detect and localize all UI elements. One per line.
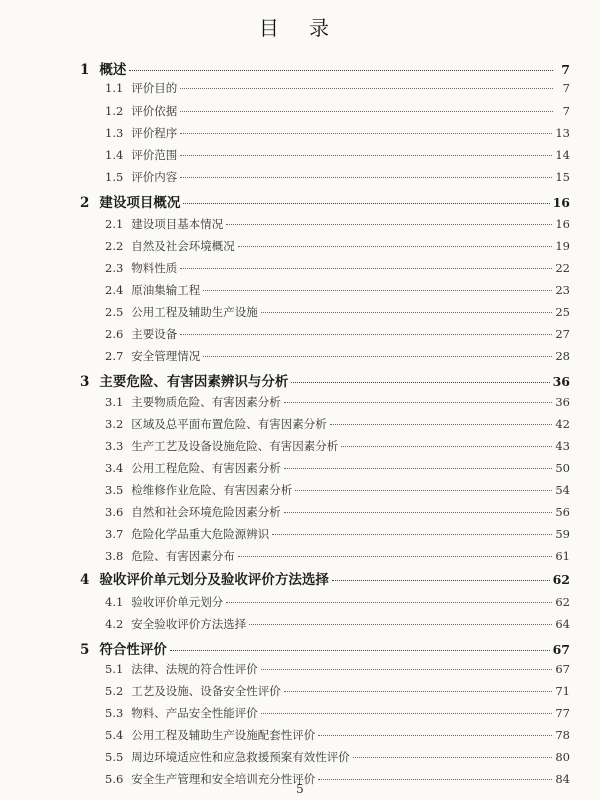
toc-entry-number: 1.4 [105,148,124,162]
toc-section-entry[interactable] [105,326,570,342]
toc-entry-label: 区域及总平面布置危险、有害因素分析 [131,417,327,431]
toc-section-entry[interactable] [105,683,570,699]
toc-entry-label: 物料、产品安全性能评价 [131,706,258,720]
toc-section-entry[interactable] [105,749,570,765]
toc-entry-number: 3.5 [105,483,124,497]
toc-entry-label: 建设项目概况 [99,195,181,211]
toc-section-entry[interactable] [105,348,570,364]
toc-entry-number: 5 [80,642,90,658]
dot-leader [180,177,552,178]
toc-section-entry[interactable] [105,238,570,254]
toc-entry-label: 检维修作业危险、有害因素分析 [131,483,293,497]
toc-entry-number: 1.2 [105,104,124,118]
toc-entry-label: 主要物质危险、有害因素分析 [131,395,281,409]
toc-entry-number: 3.4 [105,461,124,475]
dot-leader [180,88,553,89]
toc-entry-page: 22 [555,261,570,275]
toc-entry-page: 67 [555,662,570,676]
toc-entry-page: 25 [555,305,570,319]
toc-entry-number: 4.1 [105,595,124,609]
dot-leader [318,735,552,736]
toc-entry-number: 2.6 [105,327,124,341]
toc-entry-label: 工艺及设施、设备安全性评价 [131,684,281,698]
toc-entry-label: 安全生产管理和安全培训充分性评价 [131,772,316,786]
toc-entry-label: 周边环境适应性和应急救援预案有效性评价 [131,750,350,764]
dot-leader [284,512,553,513]
toc-entry-label: 主要设备 [131,327,178,341]
toc-entry-page: 59 [555,527,570,541]
toc-entry-page: 7 [561,62,570,77]
toc-entry-page: 71 [555,684,570,698]
dot-leader [249,624,552,625]
dot-leader [261,669,553,670]
toc-entry-page: 78 [555,728,570,742]
toc-entry-number: 5.6 [105,772,124,786]
toc-entry-label: 危险化学品重大危险源辨识 [131,527,270,541]
dot-leader [203,356,552,357]
toc-entry-page: 84 [555,772,570,786]
toc-section-entry[interactable] [105,103,570,119]
toc-entry-label: 公用工程及辅助生产设施 [131,305,258,319]
dot-leader [295,490,552,491]
dot-leader [330,424,553,425]
toc-entry-page: 16 [555,217,570,231]
dot-leader [291,382,549,383]
dot-leader [261,312,553,313]
toc-entry-label: 自然和社会环境危险因素分析 [131,505,281,519]
toc-entry-number: 3.3 [105,439,124,453]
toc-entry-number: 4.2 [105,617,124,631]
toc-section-entry[interactable] [105,80,570,96]
toc-section-entry[interactable] [105,394,570,410]
toc-entry-number: 3.7 [105,527,124,541]
toc-chapter-entry[interactable] [80,191,570,211]
dot-leader [226,224,552,225]
toc-entry-page: 54 [555,483,570,497]
dot-leader [318,779,552,780]
toc-entry-number: 2.3 [105,261,124,275]
toc-entry-label: 验收评价单元划分及验收评价方法选择 [99,572,329,588]
toc-entry-page: 16 [552,195,570,210]
toc-entry-page: 50 [555,461,570,475]
toc-entry-number: 1.3 [105,126,124,140]
toc-entry-label: 评价目的 [131,81,178,95]
toc-entry-label: 安全验收评价方法选择 [131,617,247,631]
toc-entry-page: 42 [555,417,570,431]
toc-entry-label: 评价程序 [131,126,178,140]
toc-section-entry[interactable] [105,147,570,163]
toc-entry-label: 安全管理情况 [131,349,201,363]
toc-title: 目 录 [258,16,342,40]
toc-section-entry[interactable] [105,504,570,520]
dot-leader [272,534,552,535]
toc-entry-label: 验收评价单元划分 [131,595,224,609]
toc-entry-label: 评价内容 [131,170,178,184]
dot-leader [180,334,552,335]
toc-section-entry[interactable] [105,125,570,141]
toc-chapter-entry[interactable] [80,568,570,588]
toc-entry-number: 2.4 [105,283,124,297]
dot-leader [170,650,550,651]
dot-leader [238,556,553,557]
toc-entry-label: 危险、有害因素分布 [131,549,235,563]
toc-entry-page: 43 [555,439,570,453]
dot-leader [353,757,553,758]
toc-section-entry[interactable] [105,216,570,232]
toc-entry-page: 56 [555,505,570,519]
toc-entry-number: 3 [80,374,90,390]
toc-entry-page: 15 [555,170,570,184]
toc-entry-label: 法律、法规的符合性评价 [131,662,258,676]
toc-entry-label: 生产工艺及设备设施危险、有害因素分析 [131,439,339,453]
toc-entry-number: 1.1 [105,81,124,95]
toc-entry-page: 62 [552,572,570,587]
toc-section-entry[interactable] [105,594,570,610]
toc-entry-page: 27 [555,327,570,341]
toc-entry-number: 3.1 [105,395,124,409]
toc-entry-number: 2.7 [105,349,124,363]
dot-leader [180,155,552,156]
dot-leader [180,268,552,269]
toc-entry-label: 自然及社会环境概况 [131,239,235,253]
toc-entry-page: 23 [555,283,570,297]
toc-entry-number: 3.2 [105,417,124,431]
toc-section-entry[interactable] [105,661,570,677]
dot-leader [180,133,552,134]
toc-entry-label: 原油集输工程 [131,283,201,297]
page-number: 5 [296,782,304,796]
toc-entry-page: 19 [555,239,570,253]
toc-section-entry[interactable] [105,482,570,498]
dot-leader [332,580,550,581]
toc-entry-label: 主要危险、有害因素辨识与分析 [99,374,289,390]
toc-section-entry[interactable] [105,304,570,320]
toc-section-entry[interactable] [105,416,570,432]
toc-section-entry[interactable] [105,705,570,721]
dot-leader [284,468,553,469]
toc-section-entry[interactable] [105,460,570,476]
toc-entry-number: 5.3 [105,706,124,720]
toc-entry-label: 物料性质 [131,261,178,275]
toc-entry-page: 36 [552,374,570,389]
toc-entry-page: 36 [555,395,570,409]
dot-leader [183,203,549,204]
dot-leader [238,246,553,247]
toc-entry-page: 7 [562,81,570,95]
toc-entry-number: 5.2 [105,684,124,698]
dot-leader [203,290,552,291]
toc-entry-label: 概述 [99,62,127,78]
toc-entry-page: 7 [562,104,570,118]
toc-entry-number: 2 [80,195,90,211]
dot-leader [284,691,553,692]
toc-entry-label: 评价依据 [131,104,178,118]
toc-entry-page: 61 [555,549,570,563]
toc-chapter-entry[interactable] [80,58,570,78]
toc-entry-page: 62 [555,595,570,609]
toc-section-entry[interactable] [105,169,570,185]
dot-leader [261,713,553,714]
toc-entry-number: 2.5 [105,305,124,319]
toc-entry-page: 77 [555,706,570,720]
toc-entry-page: 13 [555,126,570,140]
toc-entry-number: 3.8 [105,549,124,563]
dot-leader [341,446,552,447]
toc-entry-page: 64 [555,617,570,631]
toc-entry-page: 67 [552,642,570,657]
toc-entry-number: 1 [80,62,90,78]
toc-chapter-entry[interactable] [80,370,570,390]
dot-leader [129,70,553,71]
toc-chapter-entry[interactable] [80,638,570,658]
toc-section-entry[interactable] [105,526,570,542]
toc-section-entry[interactable] [105,616,570,632]
toc-entry-label: 建设项目基本情况 [131,217,224,231]
toc-entry-number: 3.6 [105,505,124,519]
toc-entry-number: 2.2 [105,239,124,253]
toc-entry-number: 5.4 [105,728,124,742]
toc-section-entry[interactable] [105,260,570,276]
toc-entry-number: 4 [80,572,90,588]
toc-section-entry[interactable] [105,548,570,564]
toc-entry-number: 5.1 [105,662,124,676]
toc-entry-label: 符合性评价 [99,642,167,658]
dot-leader [226,602,552,603]
toc-entry-page: 28 [555,349,570,363]
dot-leader [284,402,553,403]
toc-entry-label: 公用工程及辅助生产设施配套性评价 [131,728,316,742]
toc-entry-number: 1.5 [105,170,124,184]
toc-section-entry[interactable] [105,438,570,454]
toc-section-entry[interactable] [105,282,570,298]
toc-entry-label: 评价范围 [131,148,178,162]
toc-entry-number: 5.5 [105,750,124,764]
dot-leader [180,111,553,112]
toc-entry-number: 2.1 [105,217,124,231]
toc-entry-label: 公用工程危险、有害因素分析 [131,461,281,475]
toc-section-entry[interactable] [105,727,570,743]
toc-entry-page: 80 [555,750,570,764]
toc-entry-page: 14 [555,148,570,162]
